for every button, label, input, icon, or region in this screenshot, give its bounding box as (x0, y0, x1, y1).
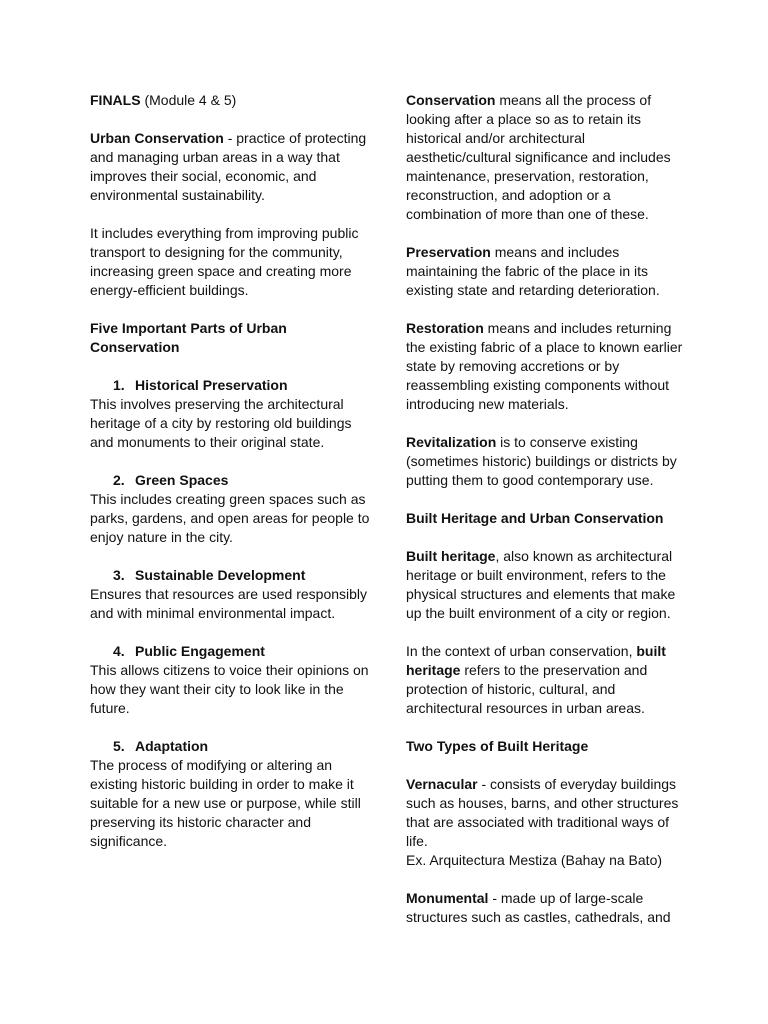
preservation-definition: Preservation means and includes maintaining the fabric of the place in its existing state and retarding deterioration. (406, 244, 660, 298)
conservation-definition: Conservation means all the process of looking after a place so as to retain its historical and/or architectural aesthetic/cultural significance and includes maintenance, preservation, restoration, reconstruction, and adoption or a combination of more than one of these. (406, 92, 671, 222)
part-1 (90, 376, 375, 452)
part-2 (90, 471, 375, 547)
part-body: This allows citizens to voice their opinions on how they want their city to look like in the future. (90, 662, 369, 716)
part-heading: 4. Public Engagement (113, 643, 265, 659)
part-3 (90, 566, 375, 623)
context-paragraph: In the context of urban conservation, built heritage refers to the preservation and protection of historic, cultural, and architectural resources in urban areas. (406, 643, 666, 716)
includes-paragraph: It includes everything from improving public transport to designing for the community, increasing green space and creating more energy-efficient buildings. (90, 225, 359, 298)
built-heritage-definition: Built heritage, also known as architectural heritage or built environment, refers to the physical structures and elements that make up the built environment of a city or region. (406, 548, 676, 621)
parts-heading: Five Important Parts of Urban Conservation (90, 320, 287, 355)
term-urban-conservation: Urban Conservation (90, 130, 224, 146)
part-body: This includes creating green spaces such as parks, gardens, and open areas for people to enjoy nature in the city. (90, 491, 370, 545)
left-column (90, 91, 375, 870)
doc-header (90, 91, 375, 110)
part-heading: 3. Sustainable Development (113, 567, 306, 583)
vernacular-definition: Vernacular - consists of everyday buildings such as houses, barns, and other structures that are associated with traditional ways of life. Ex. Arquitectura Mestiza (Bahay na Bato) (406, 776, 679, 868)
monumental-definition: Monumental - made up of large-scale structures such as castles, cathedrals, and (406, 890, 671, 925)
finals-label: FINALS (90, 92, 141, 108)
part-body: This involves preserving the architectural heritage of a city by restoring old buildings and monuments to their original state. (90, 396, 352, 450)
part-5 (90, 737, 375, 851)
urban-conservation-definition: Urban Conservation - practice of protecting and managing urban areas in a way that improves their social, economic, and environmental sustainability. (90, 130, 367, 203)
built-heritage-heading: Built Heritage and Urban Conservation (406, 510, 664, 526)
part-body: The process of modifying or altering an existing historic building in order to make it suitable for a new use or purpose, while still preserving its historic character and significance. (90, 757, 361, 849)
restoration-definition: Restoration means and includes returning the existing fabric of a place to known earlier state by removing accretions or by reassembling existing components without introducing new materials. (406, 320, 683, 412)
part-body: Ensures that resources are used responsibly and with minimal environmental impact. (90, 586, 368, 621)
right-column (406, 91, 690, 946)
revitalization-definition: Revitalization is to conserve existing (sometimes historic) buildings or districts by putting them to good contemporary use. (406, 434, 677, 488)
vernacular-example: Ex. Arquitectura Mestiza (Bahay na Bato) (406, 852, 663, 868)
part-heading: 1. Historical Preservation (113, 377, 288, 393)
module-label: (Module 4 & 5) (140, 92, 237, 108)
part-heading: 2. Green Spaces (113, 472, 229, 488)
types-heading: Two Types of Built Heritage (406, 738, 589, 754)
part-heading: 5. Adaptation (113, 738, 209, 754)
part-4 (90, 642, 375, 718)
